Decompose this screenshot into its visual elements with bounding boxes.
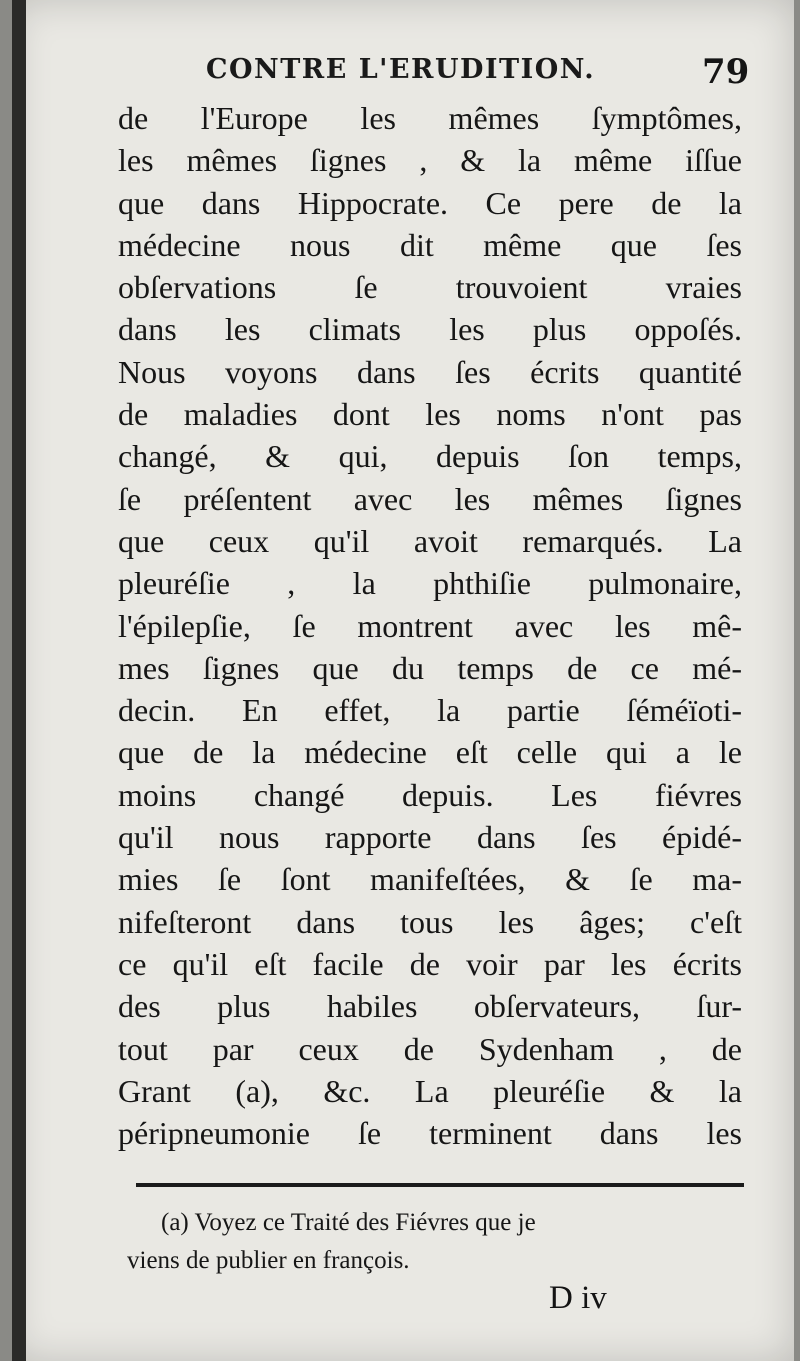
text-line: decin. En effet, la partie ſéméïoti- (118, 692, 742, 729)
text-line: de l'Europe les mêmes ſymptômes, (118, 100, 742, 136)
text-line: que dans Hippocrate. Ce pere de la (118, 184, 742, 221)
text-line: obſervations ſe trouvoient vraies (118, 269, 742, 306)
text-line: mies ſe ſont manifeſtées, & ſe ma- (118, 861, 742, 898)
running-title: CONTRE L'ERUDITION. (206, 54, 596, 85)
footnote-rule (136, 1183, 744, 1187)
text-line: tout par ceux de Sydenham , de (118, 1030, 742, 1067)
text-line: les mêmes ſignes , & la même iſſue (118, 142, 742, 179)
footnote-line: (a) Voyez ce Traité des Fiévres que je (161, 1209, 536, 1236)
text-line: nifeſteront dans tous les âges; c'eſt (118, 903, 742, 940)
text-line: ce qu'il eſt facile de voir par les écrits (118, 945, 742, 982)
text-line: Nous voyons dans ſes écrits quantité (118, 353, 742, 390)
text-line: de maladies dont les noms n'ont pas (118, 396, 742, 433)
footnote (127, 1204, 767, 1280)
text-line: moins changé depuis. Les fiévres (118, 776, 742, 813)
page-gutter-shadow (12, 0, 26, 1361)
page-number: 79 (702, 52, 750, 92)
book-page (12, 0, 794, 1361)
text-line: péripneumonie ſe terminent dans les (118, 1115, 742, 1152)
text-line: médecine nous dit même que ſes (118, 226, 742, 263)
text-line: Grant (a), &c. La pleuréſie & la (118, 1072, 742, 1109)
text-line: changé, & qui, depuis ſon temps, (118, 438, 742, 475)
text-line: qu'il nous rapporte dans ſes épidé- (118, 819, 742, 856)
text-line: l'épilepſie, ſe montrent avec les mê- (118, 607, 742, 644)
text-line: ſe préſentent avec les mêmes ſignes (118, 480, 742, 517)
footnote-line: viens de publier en françois. (127, 1247, 410, 1274)
text-line: que ceux qu'il avoit remarqués. La (118, 522, 742, 559)
text-line: que de la médecine eſt celle qui a le (118, 734, 742, 771)
text-line: mes ſignes que du temps de ce mé- (118, 649, 742, 686)
text-line: dans les climats les plus oppoſés. (118, 311, 742, 348)
signature-mark: D iv (549, 1280, 607, 1316)
body-text (118, 97, 742, 1154)
text-line: pleuréſie , la phthiſie pulmonaire, (118, 565, 742, 602)
text-line: des plus habiles obſervateurs, ſur- (118, 988, 742, 1025)
page-header (12, 48, 794, 98)
